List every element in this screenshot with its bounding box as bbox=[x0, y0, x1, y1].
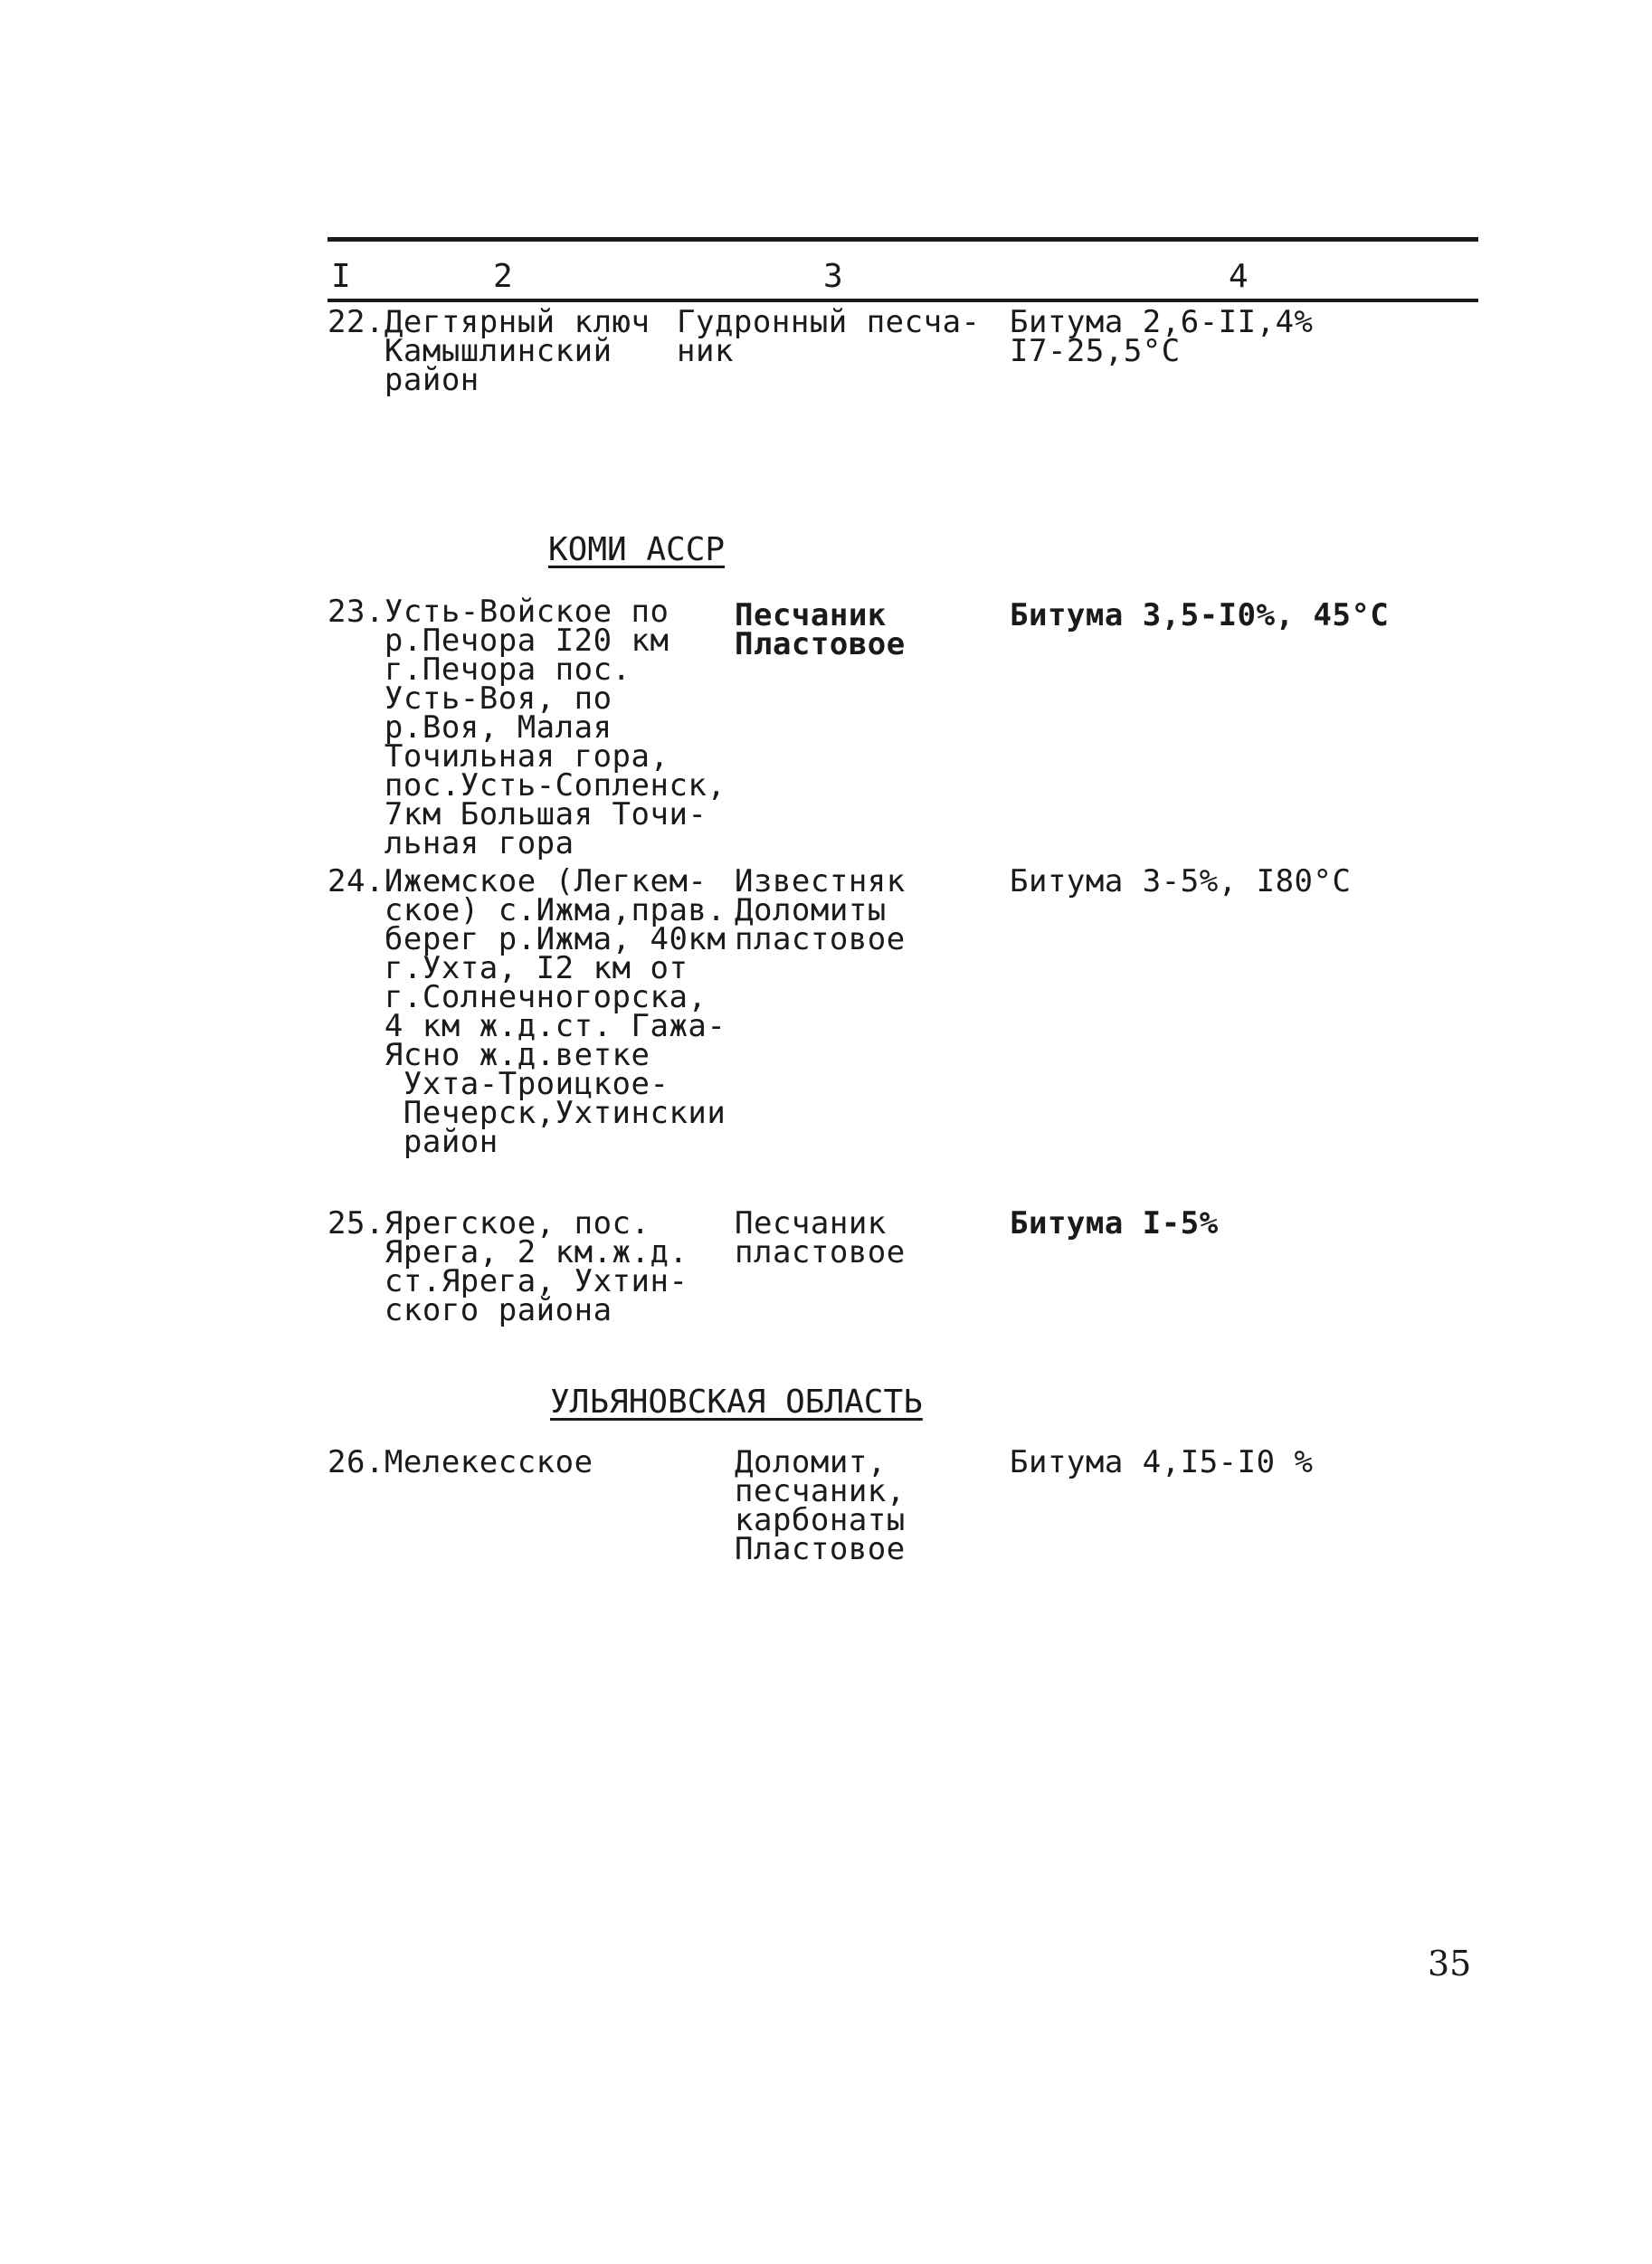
row-25-content: Битума I-5% bbox=[1010, 1205, 1219, 1241]
table-top-rule bbox=[328, 237, 1478, 242]
column-number-1: I bbox=[331, 258, 351, 295]
row-22-rock: Гудронный песча- ник bbox=[677, 304, 981, 369]
row-22-content: Битума 2,6-II,4% I7-25,5°C bbox=[1010, 304, 1314, 369]
row-26-rock: Доломит, песчаник, карбонаты Пластовое bbox=[735, 1444, 906, 1567]
column-number-2: 2 bbox=[493, 258, 513, 295]
row-26-location: 26.Мелекесское bbox=[328, 1444, 593, 1480]
row-23-content: Битума 3,5-I0%, 45°C bbox=[1010, 597, 1390, 633]
row-23-rock: Песчаник Пластовое bbox=[735, 597, 906, 662]
row-26-content: Битума 4,I5-I0 % bbox=[1010, 1444, 1314, 1480]
column-number-3: 3 bbox=[823, 258, 843, 295]
page-number: 35 bbox=[1428, 1944, 1472, 1983]
column-number-4: 4 bbox=[1229, 258, 1248, 295]
row-25-location: 25.Ярегское, пос. Ярега, 2 км.ж.д. ст.Ярега, Ухтин- ского района bbox=[328, 1205, 688, 1328]
section-heading-komi: КОМИ АССР bbox=[548, 531, 726, 568]
row-25-rock: Песчаник пластовое bbox=[735, 1205, 906, 1270]
row-22-location: 22.Дегтярный ключ Камышлинский район bbox=[328, 304, 650, 398]
table-header-rule bbox=[328, 299, 1478, 302]
row-24-content: Битума 3-5%, I80°C bbox=[1010, 863, 1352, 899]
row-23-location: 23.Усть-Войское по р.Печора I20 км г.Печора пос. Усть-Воя, по р.Воя, Малая Точильная гора, пос.Усть-Сопленск, 7км Большая Точи- льная гора bbox=[328, 594, 726, 861]
row-24-location: 24.Ижемское (Легкем- ское) с.Ижма,прав. берег р.Ижма, 40км г.Ухта, I2 км от г.Солнечногорска, 4 км ж.д.ст. Гажа- Ясно ж.д.ветке Ухта-Троицкое- Печерск,Ухтинскии район bbox=[328, 863, 726, 1160]
section-heading-ulyanovsk: УЛЬЯНОВСКАЯ ОБЛАСТЬ bbox=[550, 1384, 923, 1421]
row-24-rock: Известняк Доломиты пластовое bbox=[735, 863, 906, 957]
